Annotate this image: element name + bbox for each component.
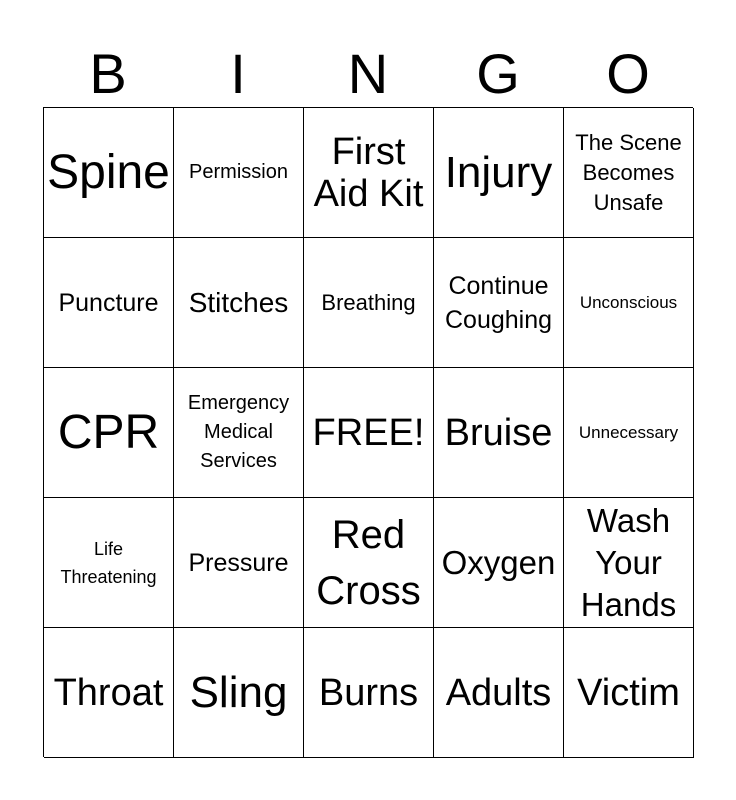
cell-text: CPR: [57, 405, 160, 459]
cell-text: Puncture: [58, 288, 159, 317]
bingo-cell[interactable]: [174, 498, 304, 628]
bingo-cell[interactable]: [564, 628, 694, 758]
cell-text: Pressure: [188, 548, 289, 577]
bingo-cell[interactable]: [44, 108, 174, 238]
bingo-cell[interactable]: [44, 628, 174, 758]
bingo-cell[interactable]: [304, 368, 434, 498]
cell-text: Sling: [189, 667, 288, 717]
cell-text: Victim: [577, 671, 680, 714]
cell-text: Oxygen: [441, 543, 556, 581]
cell-text: Unconscious: [579, 292, 678, 312]
bingo-cell[interactable]: [44, 238, 174, 368]
bingo-cell[interactable]: [564, 368, 694, 498]
bingo-cell[interactable]: [304, 238, 434, 368]
bingo-cell[interactable]: [564, 238, 694, 368]
bingo-cell[interactable]: [434, 238, 564, 368]
bingo-cell[interactable]: [174, 108, 304, 238]
cell-text: Throat: [53, 671, 164, 714]
cell-text: Breathing: [321, 289, 416, 315]
cell-text: Red Cross: [316, 512, 421, 613]
bingo-cell[interactable]: [174, 628, 304, 758]
cell-text: Wash Your Hands: [580, 501, 677, 623]
cell-text: First Aid Kit: [313, 130, 424, 215]
header-letter-n: N: [347, 42, 389, 105]
bingo-cell[interactable]: [434, 628, 564, 758]
cell-text: FREE!: [312, 411, 425, 454]
bingo-cell[interactable]: [174, 238, 304, 368]
cell-text: Unnecessary: [578, 422, 679, 442]
bingo-cell[interactable]: [304, 498, 434, 628]
bingo-cell[interactable]: [564, 498, 694, 628]
header-letter-o: O: [606, 42, 650, 105]
bingo-cell[interactable]: [44, 368, 174, 498]
cell-text: Life Threatening: [60, 538, 157, 587]
bingo-cell[interactable]: [44, 498, 174, 628]
cell-text: Bruise: [444, 411, 553, 454]
bingo-cell[interactable]: [564, 108, 694, 238]
header-letter-g: G: [476, 42, 520, 105]
cell-text: Burns: [318, 671, 419, 714]
cell-text: Stitches: [188, 286, 289, 318]
cell-text: The Scene Becomes Unsafe: [575, 129, 682, 215]
bingo-cell[interactable]: [174, 368, 304, 498]
header-letter-i: I: [230, 42, 246, 105]
cell-text: Continue Coughing: [444, 271, 553, 334]
cell-text: Permission: [189, 161, 288, 183]
cell-text: Emergency Medical Services: [187, 392, 290, 472]
header-letter-b: B: [89, 42, 127, 105]
bingo-cell[interactable]: [434, 108, 564, 238]
bingo-cell[interactable]: [434, 498, 564, 628]
cell-text: Adults: [445, 671, 552, 714]
bingo-grid: [43, 107, 693, 757]
cell-text: Spine: [47, 145, 170, 199]
bingo-cell[interactable]: [304, 108, 434, 238]
bingo-header: [43, 38, 693, 106]
cell-text: Injury: [444, 147, 553, 197]
bingo-cell[interactable]: [434, 368, 564, 498]
bingo-cell[interactable]: [304, 628, 434, 758]
